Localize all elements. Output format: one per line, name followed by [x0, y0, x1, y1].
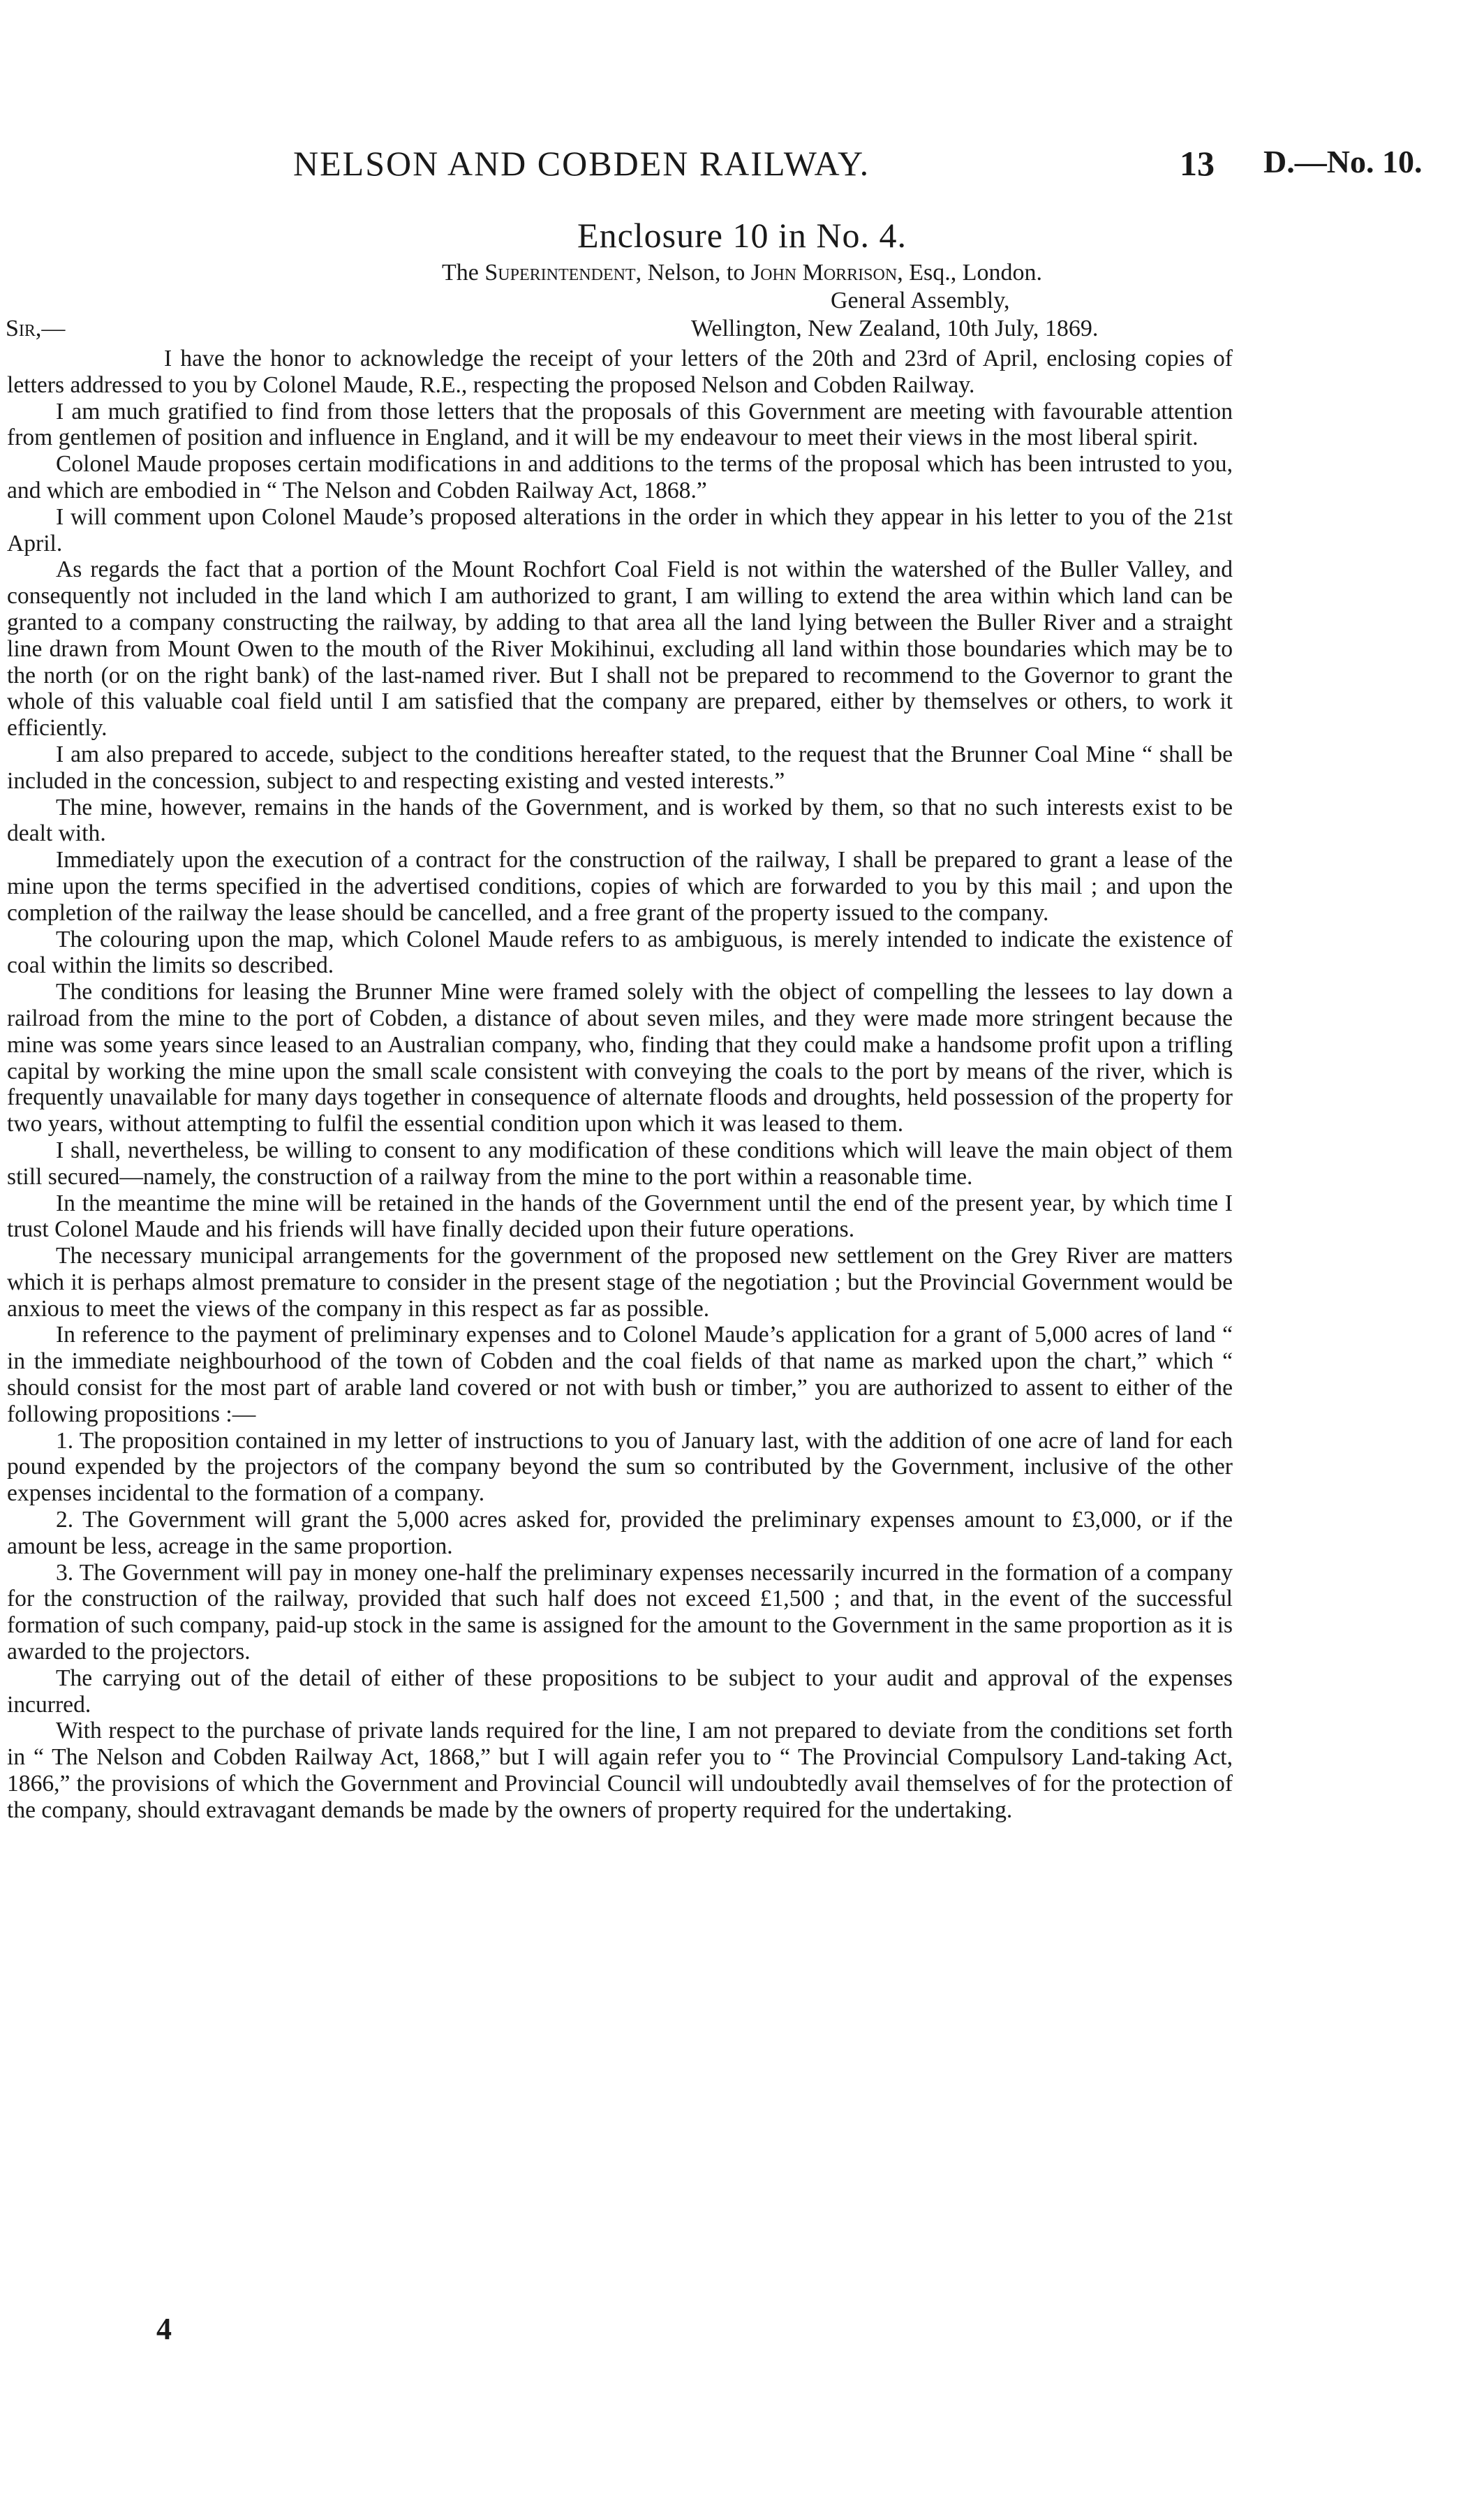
paragraph: In the meantime the mine will be retained in the hands of the Government until the end of the present year, by which time I trust Colonel Maude and his friends will have finally decided upon their future operations. — [7, 1190, 1233, 1243]
page-header — [0, 143, 1484, 199]
numbered-proposition: 1. The proposition contained in my letter of instructions to you of January last, with the addition of one acre of land for each pound expended by the projectors of the company beyond the sum so contributed by the Government, inclusive of the other expenses incidental to the formation of a company. — [7, 1427, 1233, 1507]
enclosure-title: Enclosure 10 in No. 4. — [577, 216, 907, 255]
running-title: NELSON AND COBDEN RAILWAY. — [293, 144, 870, 183]
addressee-middle: , Nelson, to — [635, 260, 745, 286]
place-date-line: Wellington, New Zealand, 10th July, 1869. — [691, 316, 1099, 341]
paragraph: The carrying out of the detail of either of these propositions to be subject to your audit and approval of the expenses incurred. — [7, 1665, 1233, 1718]
addressee-prefix: The — [442, 260, 479, 286]
page-number: 13 — [1180, 144, 1215, 183]
paragraph: With respect to the purchase of private lands required for the line, I am not prepared to deviate from the conditions set forth in “ The Nelson and Cobden Railway Act, 1868,” but I will again refer you to “ The Provincial Compulsory Land-taking Act, 1866,” the provisions of which the Government and Provincial Council will undoubtedly avail themselves of for the protection of the company, should extravagant demands be made by the owners of property required for the undertaking. — [7, 1718, 1233, 1823]
paragraph: The necessary municipal arrangements for the government of the proposed new settlement on the Grey River are matters which it is perhaps almost premature to consider in the present stage of the negotiation ; but the Provincial Government would be anxious to meet the views of the company in this respect as far as possible. — [7, 1243, 1233, 1322]
footer-signature-mark: 4 — [156, 2312, 172, 2346]
place-line-1: General Assembly, — [831, 288, 1010, 314]
recipient-name: John Morrison — [750, 260, 898, 286]
paragraph: The colouring upon the map, which Colonel Maude refers to as ambiguous, is merely intended to indicate the existence of coal within the limits so described. — [7, 926, 1233, 979]
paragraph: Colonel Maude proposes certain modifications in and additions to the terms of the proposal which has been intrusted to you, and which are embodied in “ The Nelson and Cobden Railway Act, 1868.” — [7, 451, 1233, 503]
numbered-proposition: 3. The Government will pay in money one-half the preliminary expenses necessarily incurred in the formation of a company for the construction of the railway, provided that such half does not exceed £1,500 ; and that, in the event of the successful formation of such company, paid-up stock in the same is assigned for the amount to the Government in the same proportion as it is awarded to the projectors. — [7, 1559, 1233, 1665]
paragraph: As regards the fact that a portion of the Mount Rochfort Coal Field is not within the watershed of the Buller Valley, and consequently not included in the land which I am authorized to grant, I am willing to extend the area within which land can be granted to a company constructing the railway, by adding to that area all the land lying between the Buller River and a straight line drawn from Mount Owen to the mouth of the River Mokihinui, excluding all land within those boundaries which may be to the north (or on the right bank) of the last-named river. But I shall not be prepared to recommend to the Governor to grant the whole of this valuable coal field until I am satisfied that the company are prepared, either by themselves or others, to work it efficiently. — [7, 556, 1233, 742]
numbered-proposition: 2. The Government will grant the 5,000 acres asked for, provided the preliminary expenses amount to £3,000, or if the amount be less, acreage in the same proportion. — [7, 1507, 1233, 1559]
paragraph: I am also prepared to accede, subject to the conditions hereafter stated, to the request that the Brunner Coal Mine “ shall be included in the concession, subject to and respecting existing and vested interests.” — [7, 741, 1233, 794]
salutation: Sir,— — [6, 316, 66, 341]
paragraph: I will comment upon Colonel Maude’s proposed alterations in the order in which they appear in his letter to you of the 21st April. — [7, 503, 1233, 556]
paragraph: The mine, however, remains in the hands of the Government, and is worked by them, so that no such interests exist to be dealt with. — [7, 794, 1233, 847]
paragraph: I am much gratified to find from those letters that the proposals of this Government are meeting with favourable attention from gentlemen of position and influence in England, and it will be my endeavour to meet their views in the most liberal spirit. — [7, 398, 1233, 451]
paragraph: Immediately upon the execution of a contract for the construction of the railway, I shall be prepared to grant a lease of the mine upon the terms specified in the advertised conditions, copies of which are forwarded to you by this mail ; and upon the completion of the railway the lease should be cancelled, and a free grant of the property issued to the company. — [7, 847, 1233, 926]
sender-title: Superintendent — [484, 260, 636, 286]
document-reference: D.—No. 10. — [1263, 144, 1423, 179]
paragraph: I shall, nevertheless, be willing to consent to any modification of these conditions which will leave the main object of them still secured—namely, the construction of a railway from the mine to the port within a reasonable time. — [7, 1137, 1233, 1190]
addressee-suffix: , Esq., London. — [897, 260, 1042, 286]
paragraph: The conditions for leasing the Brunner Mine were framed solely with the object of compelling the lessees to lay down a railroad from the mine to the port of Cobden, a distance of about seven miles, and they were made more stringent because the mine was some years since leased to an Australian company, who, finding that they could make a handsome profit upon a trifling capital by working the mine upon the small scale consistent with conveying the coals to the port by means of the river, which is frequently unavailable for many days together in consequence of alternate floods and droughts, held possession of the property for two years, without attempting to fulfil the essential condition upon which it was leased to them. — [7, 979, 1233, 1137]
addressee-line — [0, 260, 1484, 286]
paragraph: In reference to the payment of preliminary expenses and to Colonel Maude’s application for a grant of 5,000 acres of land “ in the immediate neighbourhood of the town of Cobden and the coal fields of that name as marked upon the chart,” which “ should consist for the most part of arable land covered or not with bush or timber,” you are authorized to assent to either of the following propositions :— — [7, 1322, 1233, 1427]
paragraph: I have the honor to acknowledge the receipt of your letters of the 20th and 23rd of April, enclosing copies of letters addressed to you by Colonel Maude, R.E., respecting the proposed Nelson and Cobden Railway. — [7, 346, 1233, 398]
letter-body — [7, 346, 1233, 1824]
